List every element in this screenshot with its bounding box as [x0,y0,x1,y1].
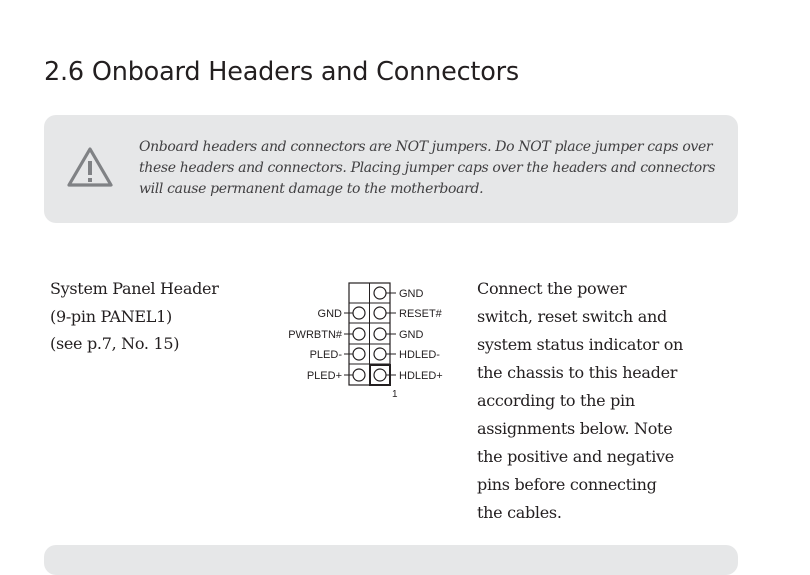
pin [374,369,386,381]
pin-label-right: GND [399,329,424,341]
pin [374,287,386,299]
description-line: assignments below. Note [477,419,673,438]
description-line: the chassis to this header [477,363,678,382]
section-title: 2.6 Onboard Headers and Connectors [44,57,519,87]
description-line: pins before connecting [477,475,657,494]
panel-header-name: System Panel Header [50,279,219,298]
panel-header-ref: (see p.7, No. 15) [50,334,180,353]
pin-label-left: GND [317,308,342,320]
pin-label-right: HDLED- [399,349,440,361]
notice-line: will cause permanent damage to the motherboard. [139,181,484,197]
notice-box [44,115,738,223]
description-line: system status indicator on [477,335,684,354]
pin-label-right: RESET# [399,308,442,320]
pin-label-right: GND [399,288,424,300]
pin [353,348,365,360]
pin-one-label: 1 [392,389,398,400]
pin-label-left: PLED- [309,349,342,361]
description-line: the cables. [477,503,562,522]
notice-text [139,137,716,200]
description-line: the positive and negative [477,447,674,466]
pin-label-right: HDLED+ [399,370,443,382]
pin [374,348,386,360]
panel-header-pins: (9-pin PANEL1) [50,306,172,326]
description-line: switch, reset switch and [477,307,667,326]
panel-pinout-diagram [270,275,470,405]
warning-triangle-icon [66,145,114,189]
description-line: according to the pin [477,391,635,410]
pin [353,307,365,319]
pin-label-left: PWRBTN# [288,329,342,341]
next-notice-box [44,545,738,575]
notice-line: these headers and connectors. Placing jumper caps over the headers and connectors [139,160,716,176]
panel-header-info [50,275,219,358]
notice-line: Onboard headers and connectors are NOT jumpers. Do NOT place jumper caps over [139,139,713,155]
pin [353,369,365,381]
pin [374,328,386,340]
panel-description [477,275,692,527]
pin [353,328,365,340]
description-line: Connect the power [477,279,627,298]
pin [374,307,386,319]
pin-label-left: PLED+ [306,370,342,382]
